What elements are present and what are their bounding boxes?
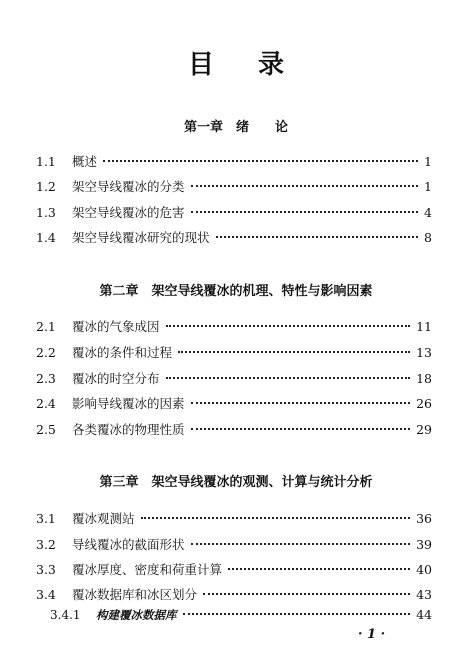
section-title: 覆冰观测站 — [72, 511, 135, 526]
dot-leader — [141, 517, 411, 519]
page-title-left: 目 — [187, 50, 214, 80]
page-number: 40 — [416, 562, 432, 577]
page-number: 13 — [416, 345, 432, 360]
section-title: 导线覆冰的截面形状 — [72, 537, 185, 552]
toc-entry[interactable] — [36, 535, 432, 553]
section-title: 架空导线覆冰的分类 — [72, 179, 185, 194]
dot-leader — [216, 236, 419, 238]
page-number: 39 — [416, 537, 432, 552]
section-title: 覆冰厚度、密度和荷重计算 — [72, 562, 223, 577]
section-number: 2.5 — [36, 422, 56, 437]
section-title: 架空导线覆冰研究的现状 — [72, 230, 210, 245]
section-number: 2.4 — [36, 396, 56, 411]
section-title: 覆冰的时空分布 — [72, 371, 160, 386]
section-number: 3.4.1 — [50, 608, 81, 622]
page-title-right: 录 — [258, 50, 285, 80]
page-number: 1 — [424, 154, 432, 169]
section-title: 覆冰数据库和冰区划分 — [72, 587, 198, 602]
section-title: 构建覆冰数据库 — [96, 608, 177, 622]
section-title: 各类覆冰的物理性质 — [72, 422, 185, 437]
page-number: 8 — [424, 230, 432, 245]
toc-entry[interactable] — [36, 228, 432, 246]
page-number: 1 — [424, 179, 432, 194]
dot-leader — [228, 568, 410, 570]
page-number: 29 — [416, 422, 432, 437]
toc-entry[interactable] — [36, 369, 432, 387]
dot-leader — [166, 325, 411, 327]
page-number: 43 — [416, 587, 432, 602]
toc-entry[interactable] — [36, 317, 432, 335]
section-title: 影响导线覆冰的因素 — [72, 396, 185, 411]
toc-entry[interactable] — [36, 509, 432, 527]
dot-leader — [103, 160, 418, 162]
section-number: 1.4 — [36, 230, 56, 245]
toc-entry[interactable] — [36, 394, 432, 412]
page-number: 36 — [416, 511, 432, 526]
folio-page-number: · 1 · — [358, 627, 386, 642]
dot-leader — [191, 211, 419, 213]
toc-entry[interactable] — [36, 343, 432, 361]
section-title: 覆冰的气象成因 — [72, 319, 160, 334]
section-number: 1.1 — [36, 154, 56, 169]
dot-leader — [183, 613, 411, 615]
page-number: 44 — [416, 607, 432, 622]
toc-entry[interactable] — [36, 152, 432, 170]
toc-entry[interactable] — [36, 203, 432, 221]
page-title — [0, 44, 472, 81]
section-number: 3.4 — [36, 587, 56, 602]
chapter-heading: 第一章 绪 论 — [183, 120, 288, 135]
section-number: 1.3 — [36, 205, 56, 220]
section-title: 架空导线覆冰的危害 — [72, 205, 185, 220]
dot-leader — [191, 543, 411, 545]
dot-leader — [166, 377, 411, 379]
section-number: 2.3 — [36, 371, 56, 386]
section-title: 覆冰的条件和过程 — [72, 345, 173, 360]
dot-leader — [178, 351, 410, 353]
toc-entry[interactable] — [36, 560, 432, 578]
page-number: 11 — [416, 319, 432, 334]
dot-leader — [191, 185, 419, 187]
page-number: 4 — [424, 205, 432, 220]
toc-subentry[interactable] — [50, 607, 432, 625]
dot-leader — [203, 593, 410, 595]
section-number: 3.2 — [36, 537, 56, 552]
page-number: 26 — [416, 396, 432, 411]
section-number: 3.1 — [36, 511, 56, 526]
chapter-heading: 第二章 架空导线覆冰的机理、特性与影响因素 — [99, 284, 373, 299]
toc-entry[interactable] — [36, 420, 432, 438]
section-number: 2.1 — [36, 319, 56, 334]
toc-entry[interactable] — [36, 585, 432, 603]
dot-leader — [191, 402, 411, 404]
section-number: 3.3 — [36, 562, 56, 577]
page-number: 18 — [416, 371, 432, 386]
section-number: 1.2 — [36, 179, 56, 194]
chapter-heading: 第三章 架空导线覆冰的观测、计算与统计分析 — [99, 475, 373, 490]
section-number: 2.2 — [36, 345, 56, 360]
dot-leader — [191, 428, 411, 430]
toc-entry[interactable] — [36, 177, 432, 195]
section-title: 概述 — [72, 154, 98, 169]
